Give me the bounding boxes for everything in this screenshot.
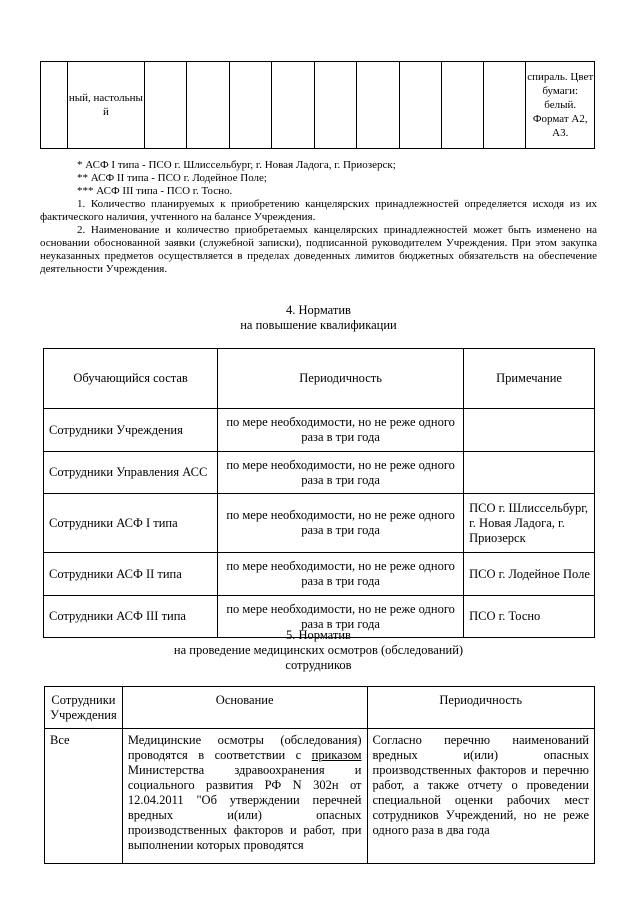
note-cell: [464, 409, 595, 452]
table-cell: [399, 62, 441, 149]
basis-text: Медицинские осмотры (обследования) проводятся в соответствии с: [127, 733, 362, 762]
note-cell: ПСО г. Лодейное Поле: [464, 553, 595, 596]
basis-text-cont: Министерства здравоохранения и социального развития РФ N 302н от 12.04.2011 "Об утверждении перечней вредных и(или) опасных производственных факторов и работ, при выполнении которых проводятся: [127, 763, 362, 852]
basis-cell: [122, 729, 367, 864]
period-cell: Согласно перечню наименований вредных и(или) опасных производственных факторов и перечню работ, а также отчету о проведении специальной оценки рабочих мест сотрудников Учреждений, но не реже одного раза в два года: [367, 729, 595, 864]
table-header-row: [45, 687, 595, 729]
table-row: [44, 409, 595, 452]
table-cell: [356, 62, 399, 149]
table-cell: [314, 62, 356, 149]
item-name-fragment: ный, настольны й: [68, 92, 143, 118]
staff-cell: Сотрудники Учреждения: [44, 409, 218, 452]
header-period: Периодичность: [367, 687, 595, 729]
header-period: Периодичность: [218, 349, 464, 409]
table-cell: [230, 62, 272, 149]
period-cell: по мере необходимости, но не реже одного раза в три года: [218, 494, 464, 553]
table-row: [44, 452, 595, 494]
table-cell: [483, 62, 526, 149]
paragraph-1: 1. Количество планируемых к приобретению канцелярских принадлежностей определяется исходя из их фактического наличия, учтенного на балансе Учреждения.: [40, 198, 597, 223]
section-4-subtitle: на повышение квалификации: [240, 318, 397, 332]
item-description-fragment: спираль. Цвет бумаги: белый. Формат А2, А3.: [527, 71, 594, 139]
supplies-table-fragment: [40, 61, 595, 149]
staff-cell: Все: [45, 729, 123, 864]
period-cell: по мере необходимости, но не реже одного раза в три года: [218, 596, 464, 638]
section-5-title: 5. Норматив: [286, 628, 351, 642]
header-basis: Основание: [122, 687, 367, 729]
header-note: Примечание: [464, 349, 595, 409]
staff-cell: Сотрудники АСФ III типа: [44, 596, 218, 638]
section-5-subtitle: на проведение медицинских осмотров (обследований): [173, 643, 464, 657]
table-cell: [271, 62, 314, 149]
training-table: [43, 348, 595, 638]
section-5-heading: [40, 628, 597, 673]
footnotes: [40, 159, 597, 276]
staff-cell: Сотрудники АСФ II типа: [44, 553, 218, 596]
footnote-3: *** АСФ III типа - ПСО г. Тосно.: [77, 185, 233, 197]
order-link[interactable]: приказом: [311, 748, 362, 762]
footnote-2: ** АСФ II типа - ПСО г. Лодейное Поле;: [77, 172, 267, 184]
table-cell: [145, 62, 187, 149]
table-header-row: [44, 349, 595, 409]
note-cell: ПСО г. Шлиссельбург, г. Новая Ладога, г. Приозерск: [464, 494, 595, 553]
table-row: [45, 729, 595, 864]
period-cell: по мере необходимости, но не реже одного раза в три года: [218, 553, 464, 596]
table-row: [44, 553, 595, 596]
paragraph-2: 2. Наименование и количество приобретаемых канцелярских принадлежностей может быть изменено на основании обоснованной заявки (служебной записки), подписанной руководителем Учреждения. При этом закупка неуказанных предметов осуществляется в пределах доведенных лимитов бюджетных обязательств на обеспечение деятельности Учреждения.: [40, 224, 597, 275]
table-cell: [67, 62, 145, 149]
section-4-heading: [40, 303, 597, 333]
note-cell: ПСО г. Тосно: [464, 596, 595, 638]
period-cell: по мере необходимости, но не реже одного раза в три года: [218, 409, 464, 452]
table-row: [44, 494, 595, 553]
staff-cell: Сотрудники АСФ I типа: [44, 494, 218, 553]
table-cell: [41, 62, 68, 149]
footnote-1: * АСФ I типа - ПСО г. Шлиссельбург, г. Новая Ладога, г. Приозерск;: [77, 159, 396, 171]
table-cell: [441, 62, 483, 149]
medical-exam-table: [44, 686, 595, 864]
table-cell: [187, 62, 230, 149]
header-staff: Обучающийся состав: [44, 349, 218, 409]
note-cell: [464, 452, 595, 494]
table-row: [41, 62, 595, 149]
period-cell: по мере необходимости, но не реже одного раза в три года: [218, 452, 464, 494]
section-4-title: 4. Норматив: [286, 303, 351, 317]
section-5-subtitle-2: сотрудников: [285, 658, 352, 672]
header-staff: Сотрудники Учреждения: [45, 687, 123, 729]
table-cell: [526, 62, 595, 149]
staff-cell: Сотрудники Управления АСС: [44, 452, 218, 494]
